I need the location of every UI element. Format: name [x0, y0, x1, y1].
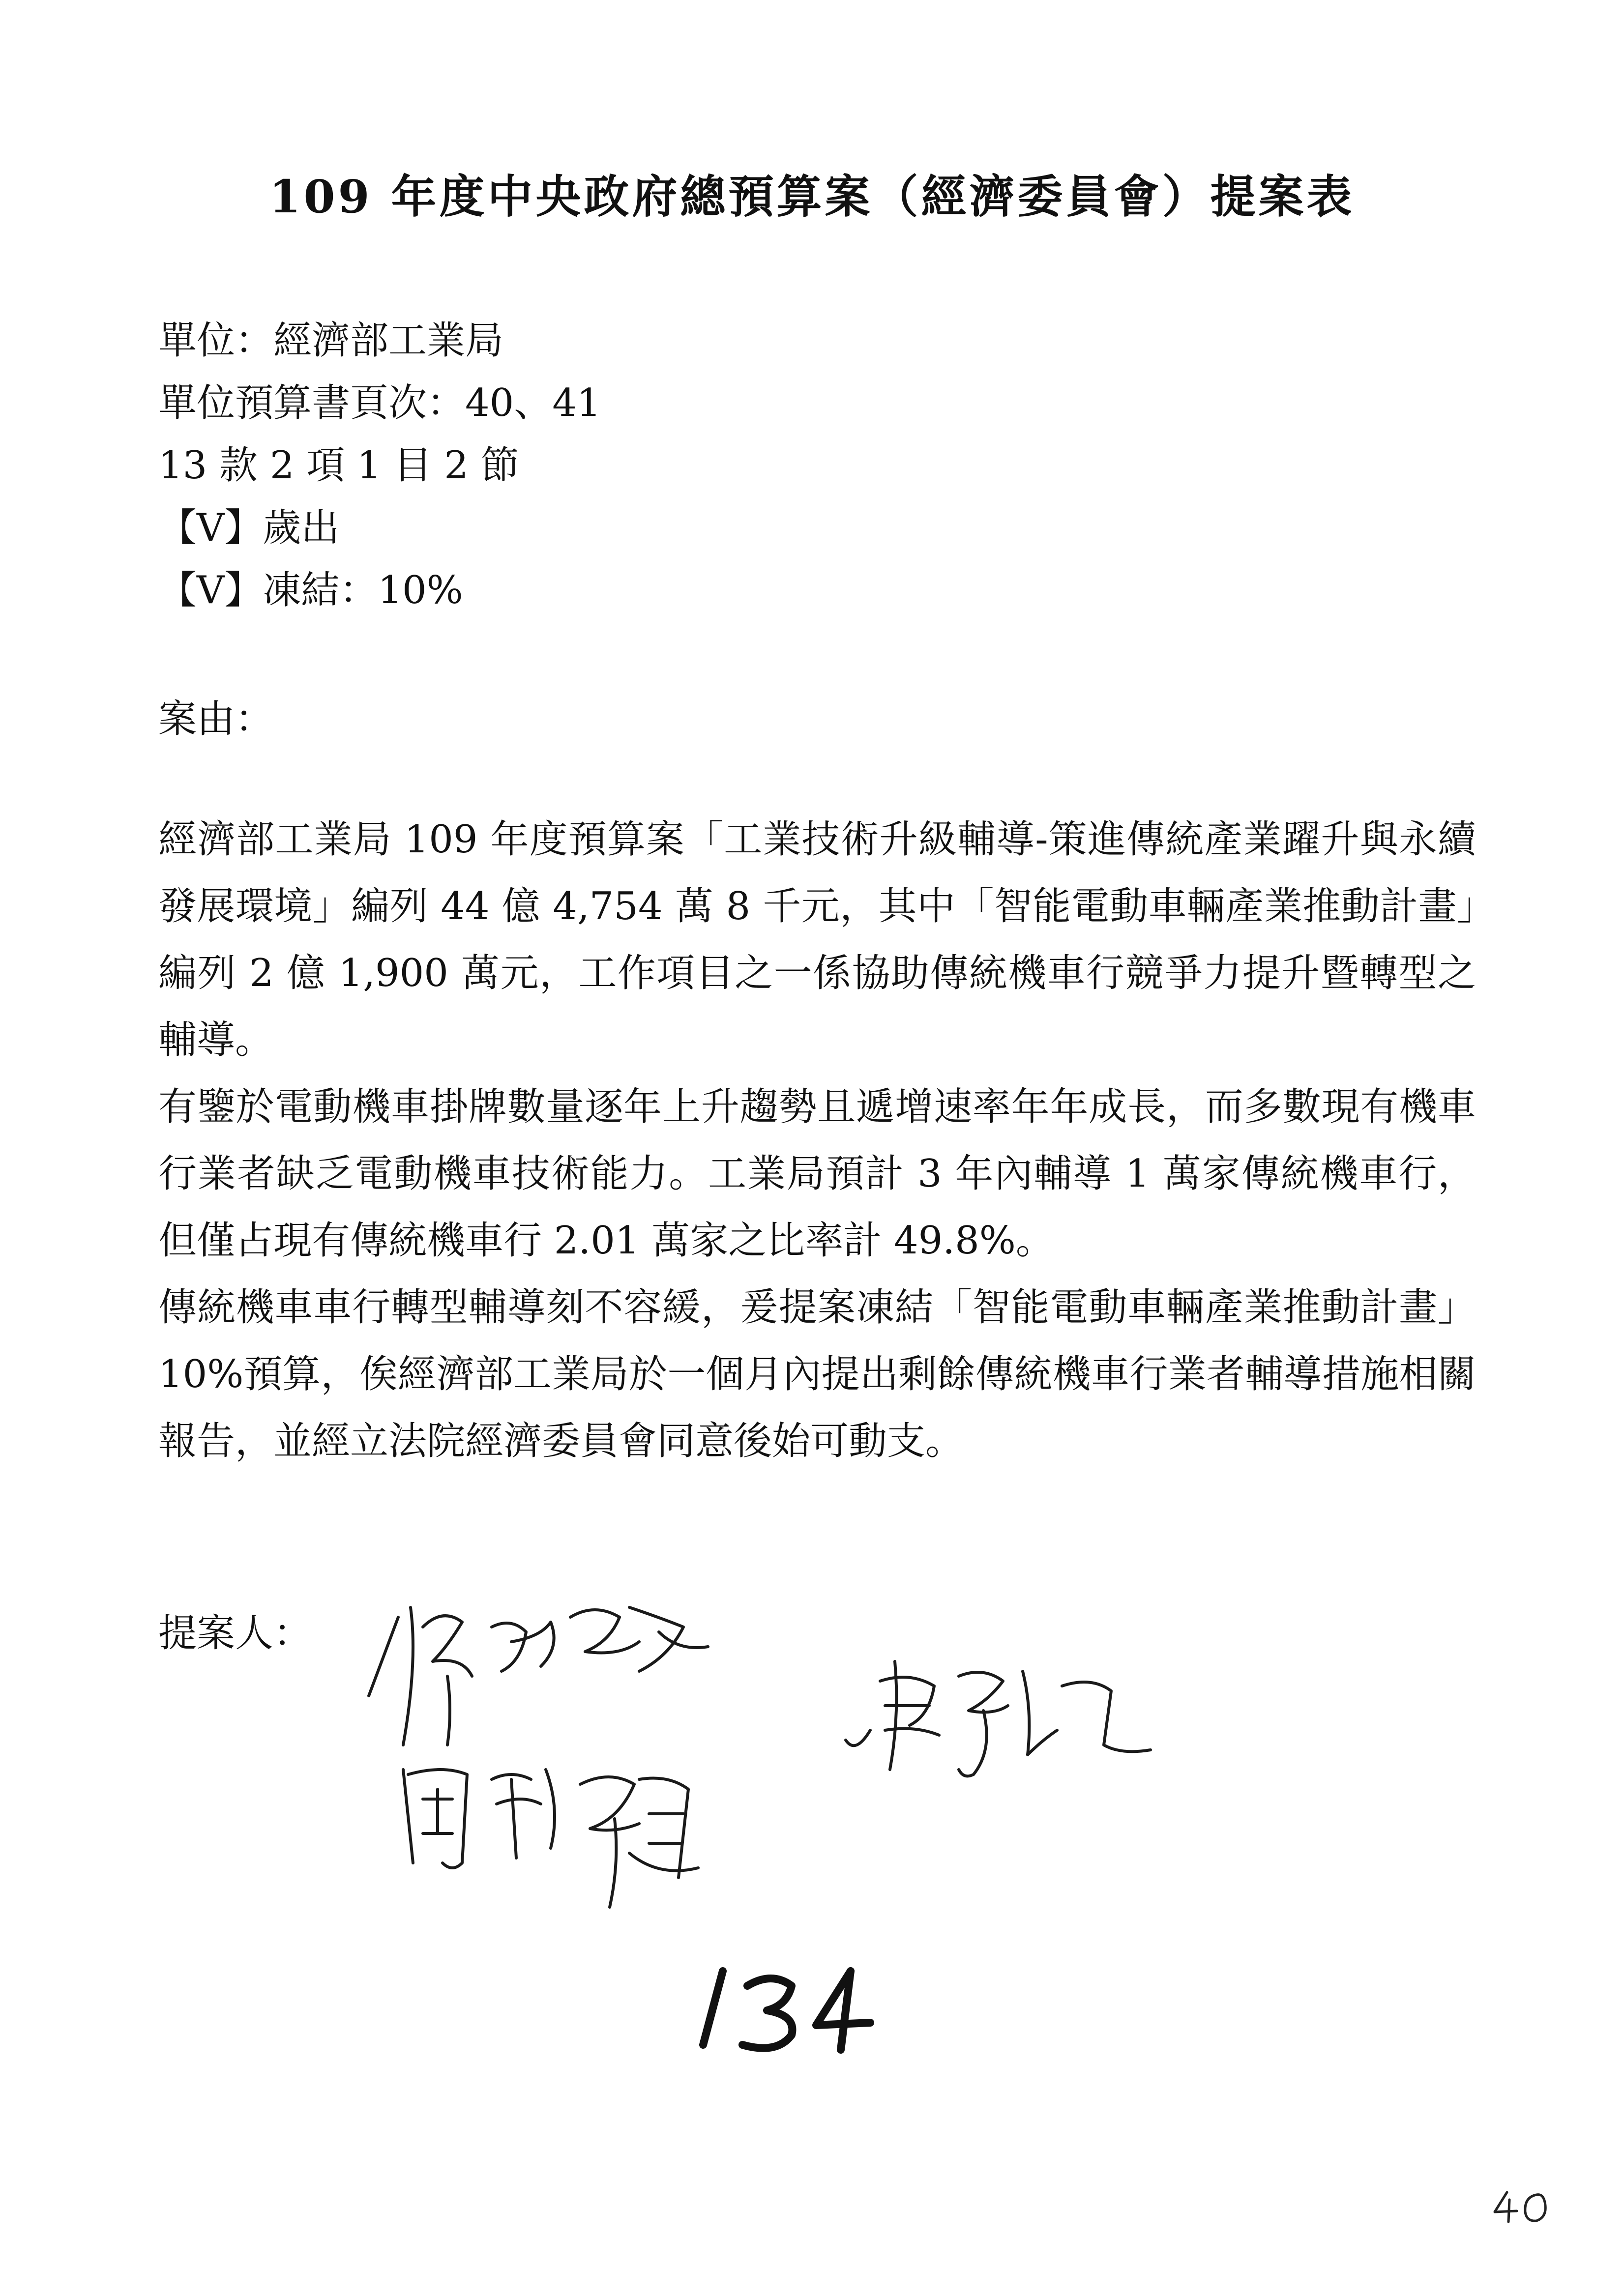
- section-line: 13 款 2 項 1 目 2 節: [158, 443, 519, 488]
- page-title: 109 年度中央政府總預算案（經濟委員會）提案表: [269, 170, 1355, 223]
- paragraph-2: 有鑒於電動機車掛牌數量逐年上升趨勢且遞增速率年年成長，而多數現有機車行業者缺乏電動機車技術能力。工業局預計 3 年內輔導 1 萬家傳統機車行，但僅占現有傳統機車行 2.01 萬家之比率計 49.8%。: [158, 1085, 1476, 1263]
- signature-1-icon: [364, 1588, 718, 1755]
- reason-body: [158, 806, 1476, 1475]
- expenditure-checkbox-line: 【V】歲出: [158, 506, 340, 550]
- paragraph-1: 經濟部工業局 109 年度預算案「工業技術升級輔導-策進傳統產業躍升與永續發展環境」編列 44 億 4,754 萬 8 千元，其中「智能電動車輛產業推動計畫」編列 2 億 1,900 萬元，工作項目之一係協助傳統機車行競爭力提升暨轉型之輔導。: [158, 817, 1476, 1062]
- handwritten-number-icon: [688, 1961, 895, 2062]
- paragraph-3: 傳統機車車行轉型輔導刻不容緩，爰提案凍結「智能電動車輛產業推動計畫」10%預算，俟經濟部工業局於一個月內提出剩餘傳統機車行業者輔導措施相關報告，並經立法院經濟委員會同意後始可動支。: [158, 1285, 1476, 1463]
- proposer-label: 提案人：: [158, 1611, 312, 1656]
- budget-pages-line: 單位預算書頁次：40、41: [158, 381, 601, 425]
- freeze-checkbox-line: 【V】凍結：10%: [158, 568, 463, 612]
- unit-line: 單位：經濟部工業局: [158, 319, 504, 363]
- signature-3-icon: [836, 1642, 1170, 1789]
- reason-label: 案由：: [158, 697, 274, 741]
- page-number-icon: [1490, 2187, 1554, 2229]
- meta-block: [158, 310, 601, 622]
- signature-2-icon: [384, 1750, 738, 1917]
